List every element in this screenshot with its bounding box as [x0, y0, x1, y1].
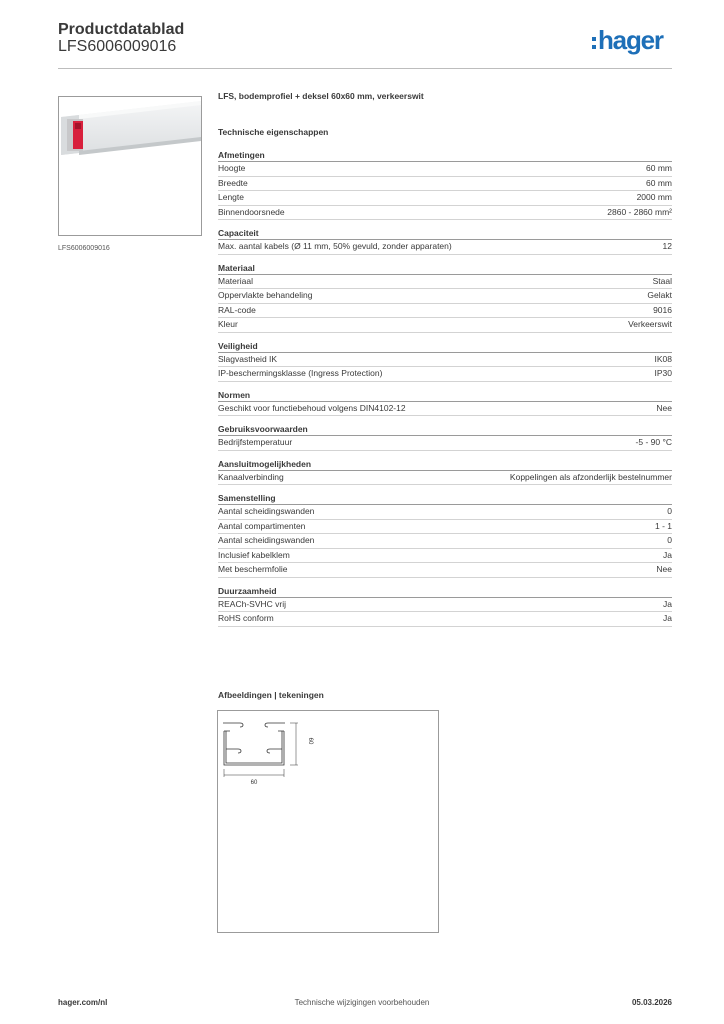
logo-text: hager	[598, 25, 663, 55]
logo-dots-icon	[592, 37, 596, 53]
property-row	[218, 563, 672, 578]
photo-caption: LFS6006009016	[58, 245, 110, 252]
property-value: 0	[667, 506, 672, 516]
property-label: Max. aantal kabels (Ø 11 mm, 50% gevuld, zonder apparaten)	[218, 241, 452, 251]
property-value: 1 - 1	[654, 520, 672, 531]
property-label: Aantal compartimenten	[218, 520, 306, 531]
property-row	[218, 402, 672, 417]
property-label: Binnendoorsnede	[218, 206, 285, 217]
property-value: Gelakt	[647, 290, 672, 300]
section-title: Technische eigenschappen	[218, 127, 329, 137]
property-row	[218, 318, 672, 333]
property-label: Geschikt voor functiebehoud volgens DIN4102-12	[218, 402, 406, 413]
property-label: Met beschermfolie	[218, 564, 288, 574]
property-label: Oppervlakte behandeling	[218, 290, 313, 300]
property-row	[218, 598, 672, 613]
technical-drawing	[217, 710, 439, 933]
property-label: REACh-SVHC vrij	[218, 598, 287, 609]
figures-title: Afbeeldingen | tekeningen	[218, 690, 324, 700]
property-value: Koppelingen als afzonderlijk bestelnummer	[509, 471, 672, 482]
property-row	[218, 367, 672, 382]
group-heading: Veiligheid	[218, 340, 672, 353]
property-label: Bedrijfstemperatuur	[218, 437, 293, 447]
property-value: 60 mm	[646, 163, 672, 173]
footer-website: hager.com/nl	[58, 998, 108, 1007]
property-label: Slagvastheid IK	[218, 353, 278, 364]
property-row	[218, 275, 672, 290]
property-row	[218, 612, 672, 627]
group-heading: Samenstelling	[218, 492, 672, 505]
property-label: Hoogte	[218, 163, 246, 173]
page-title: Productdatablad	[58, 21, 185, 38]
property-value: 12	[662, 241, 672, 251]
property-row	[218, 191, 672, 206]
group-heading: Materiaal	[218, 262, 672, 275]
property-value: IP30	[654, 368, 672, 378]
cable-trunking-icon	[59, 97, 201, 235]
dim-width-label: 60	[250, 780, 258, 786]
property-label: Inclusief kabelklem	[218, 549, 290, 560]
property-row	[218, 289, 672, 304]
property-value: 60 mm	[646, 177, 672, 188]
property-row	[218, 206, 672, 221]
property-value: Nee	[656, 564, 672, 574]
group-heading: Normen	[218, 389, 672, 402]
footer-disclaimer: Technische wijzigingen voorbehouden	[294, 998, 430, 1007]
property-value: Ja	[663, 598, 672, 609]
header-divider	[58, 68, 672, 69]
property-value: Ja	[663, 549, 672, 560]
property-value: 2000 mm	[636, 192, 672, 202]
property-label: Aantal scheidingswanden	[218, 535, 315, 545]
property-value: Verkeerswit	[628, 319, 672, 329]
property-row	[218, 162, 672, 177]
property-row	[218, 353, 672, 368]
property-row	[218, 471, 672, 486]
property-value: 2860 - 2860 mm²	[607, 206, 672, 217]
property-value: -5 - 90 °C	[635, 437, 672, 447]
property-value: Staal	[652, 275, 672, 286]
hager-logo	[592, 26, 663, 58]
footer-date: 05.03.2026	[631, 998, 672, 1007]
product-code: LFS6006009016	[58, 38, 177, 55]
property-row	[218, 177, 672, 192]
property-label: RAL-code	[218, 304, 256, 315]
technical-properties	[218, 91, 672, 627]
property-value: Nee	[656, 402, 672, 413]
property-label: Breedte	[218, 177, 248, 188]
property-label: Kanaalverbinding	[218, 471, 284, 482]
property-row	[218, 520, 672, 535]
group-heading: Duurzaamheid	[218, 585, 672, 598]
property-label: Lengte	[218, 192, 244, 202]
property-label: Materiaal	[218, 275, 253, 286]
drawing-icon	[218, 711, 438, 932]
property-value: IK08	[654, 353, 672, 364]
dim-height-label: 60	[307, 737, 313, 745]
property-row	[218, 436, 672, 451]
product-photo	[58, 96, 202, 236]
property-groups	[218, 149, 672, 627]
property-label: Kleur	[218, 319, 238, 329]
group-heading: Capaciteit	[218, 227, 672, 240]
product-title: LFS, bodemprofiel + deksel 60x60 mm, verkeerswit	[218, 91, 424, 101]
property-value: 0	[667, 535, 672, 545]
property-value: 9016	[653, 304, 672, 315]
property-row	[218, 549, 672, 564]
group-heading: Gebruiksvoorwaarden	[218, 423, 672, 436]
property-label: RoHS conform	[218, 613, 274, 623]
property-value: Ja	[663, 613, 672, 623]
group-heading: Aansluitmogelijkheden	[218, 458, 672, 471]
property-row	[218, 240, 672, 255]
property-label: IP-beschermingsklasse (Ingress Protection)	[218, 368, 383, 378]
property-label: Aantal scheidingswanden	[218, 506, 315, 516]
property-row	[218, 534, 672, 549]
property-row	[218, 304, 672, 319]
property-row	[218, 505, 672, 520]
group-heading: Afmetingen	[218, 149, 672, 162]
